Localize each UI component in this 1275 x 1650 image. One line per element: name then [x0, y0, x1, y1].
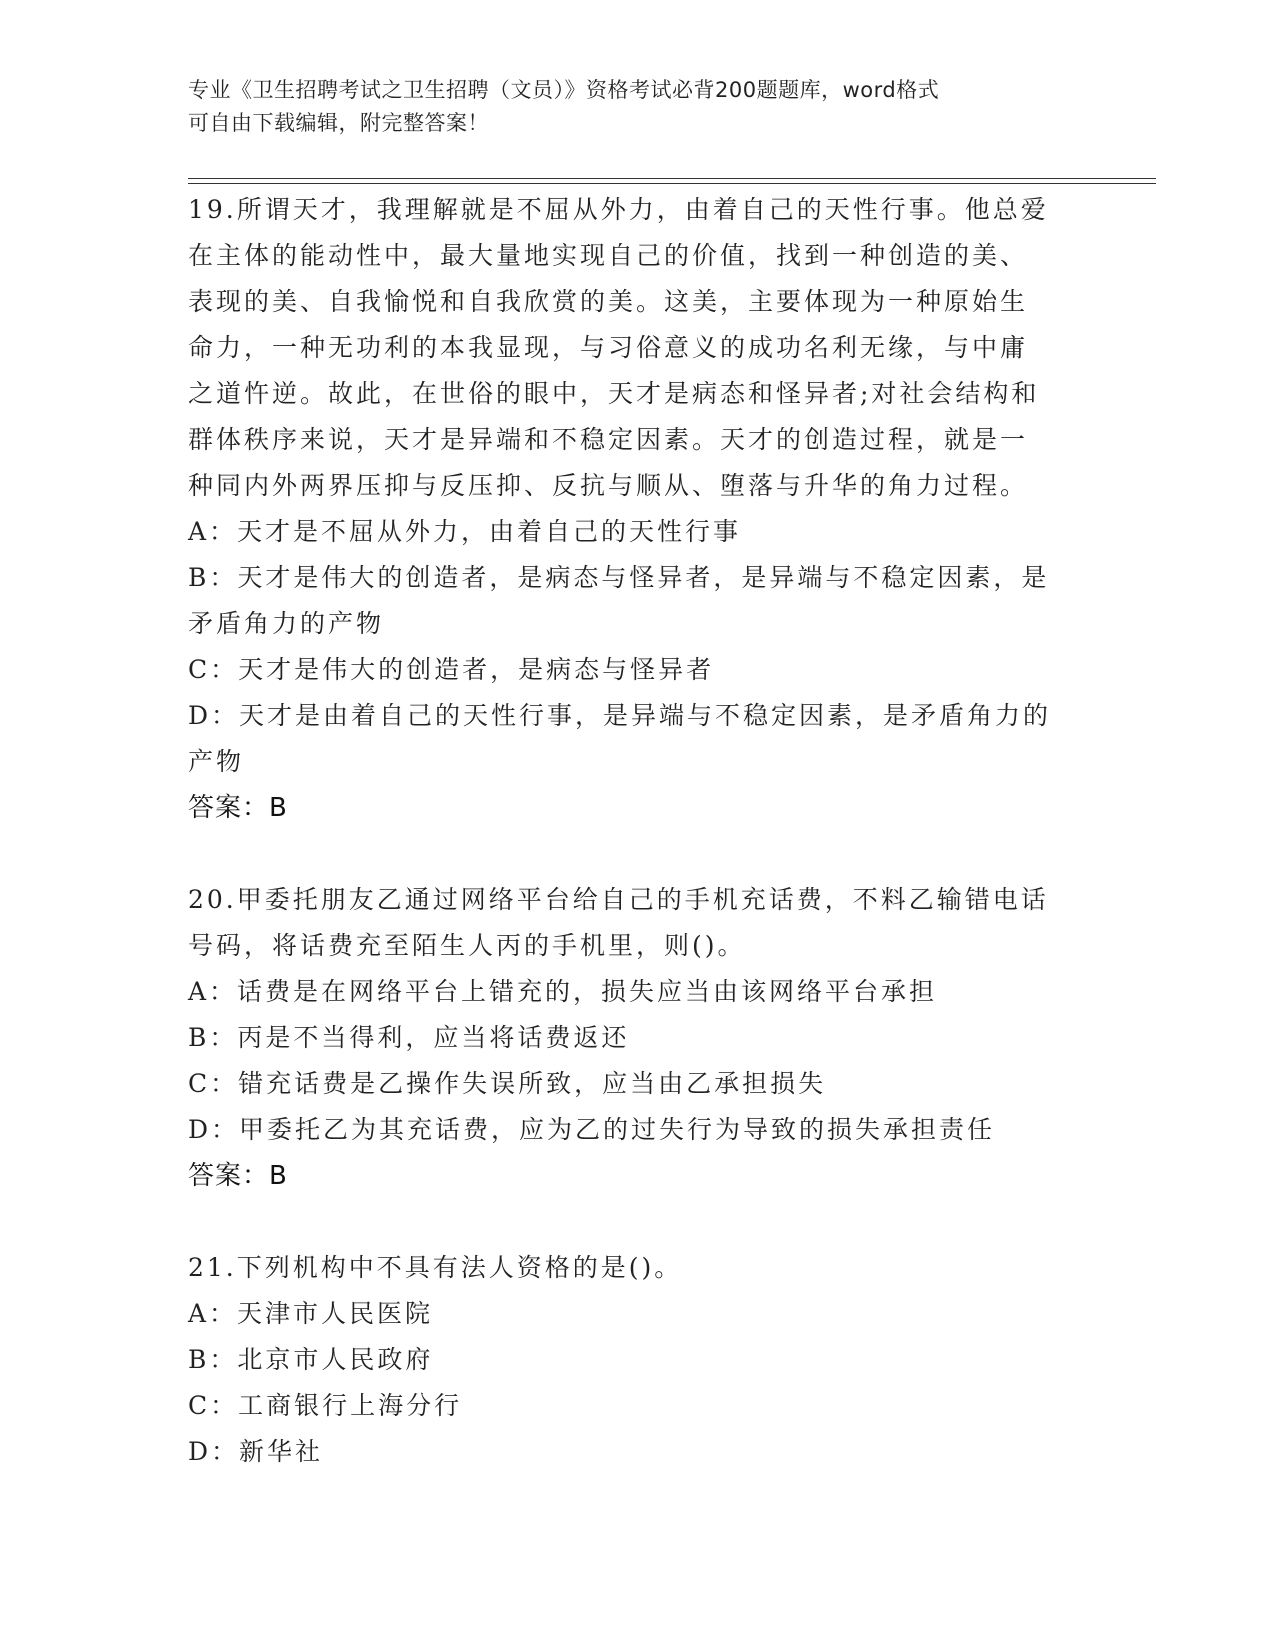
option-b-continued: 矛盾角力的产物 — [188, 609, 385, 638]
option-c: C：错充话费是乙操作失误所致，应当由乙承担损失 — [188, 1069, 827, 1098]
question-stem-line: 表现的美、自我愉悦和自我欣赏的美。这美，主要体现为一种原始生 — [188, 287, 1029, 316]
option-d: D：天才是由着自己的天性行事，是异端与不稳定因素，是矛盾角力的 — [188, 701, 1052, 730]
question-stem-line: 号码，将话费充至陌生人丙的手机里，则()。 — [188, 931, 746, 960]
question-list — [188, 187, 1088, 1475]
option-d-continued: 产物 — [188, 747, 245, 776]
option-b: B：天才是伟大的创造者，是病态与怪异者，是异端与不稳定因素，是 — [188, 563, 1050, 592]
option-b: B：北京市人民政府 — [188, 1345, 434, 1374]
question-19 — [188, 187, 1088, 831]
question-stem-line: 21.下列机构中不具有法人资格的是()。 — [188, 1253, 683, 1282]
header-divider-top — [188, 178, 1156, 179]
question-stem-line: 种同内外两界压抑与反压抑、反抗与顺从、堕落与升华的角力过程。 — [188, 471, 1029, 500]
spacer — [188, 1199, 1088, 1245]
question-stem-line: 群体秩序来说，天才是异端和不稳定因素。天才的创造过程，就是一 — [188, 425, 1029, 454]
option-b: B：丙是不当得利，应当将话费返还 — [188, 1023, 630, 1052]
option-c: C：工商银行上海分行 — [188, 1391, 463, 1420]
document-header — [188, 74, 1068, 140]
question-21 — [188, 1245, 1088, 1475]
option-a: A：天津市人民医院 — [188, 1299, 434, 1328]
option-c: C：天才是伟大的创造者，是病态与怪异者 — [188, 655, 715, 684]
option-d: D：甲委托乙为其充话费，应为乙的过失行为导致的损失承担责任 — [188, 1115, 996, 1144]
option-a: A：天才是不屈从外力，由着自己的天性行事 — [188, 517, 742, 546]
answer-label: 答案：B — [188, 793, 288, 823]
question-stem-line: 在主体的能动性中，最大量地实现自己的价值，找到一种创造的美、 — [188, 241, 1029, 270]
option-a: A：话费是在网络平台上错充的，损失应当由该网络平台承担 — [188, 977, 938, 1006]
spacer — [188, 831, 1088, 877]
header-title-line-2: 可自由下载编辑，附完整答案！ — [188, 111, 489, 135]
question-20 — [188, 877, 1088, 1199]
answer-label: 答案：B — [188, 1161, 288, 1191]
header-title-line-1: 专业《卫生招聘考试之卫生招聘（文员）》资格考试必背200题题库，word格式 — [188, 78, 940, 102]
question-stem-line: 命力，一种无功利的本我显现，与习俗意义的成功名利无缘，与中庸 — [188, 333, 1029, 362]
question-stem-line: 之道忤逆。故此，在世俗的眼中，天才是病态和怪异者;对社会结构和 — [188, 379, 1040, 408]
option-d: D：新华社 — [188, 1437, 324, 1466]
header-divider-bottom — [188, 183, 1156, 184]
question-stem-line: 20.甲委托朋友乙通过网络平台给自己的手机充话费，不料乙输错电话 — [188, 885, 1049, 914]
question-stem-line: 19.所谓天才，我理解就是不屈从外力，由着自己的天性行事。他总爱 — [188, 195, 1049, 224]
